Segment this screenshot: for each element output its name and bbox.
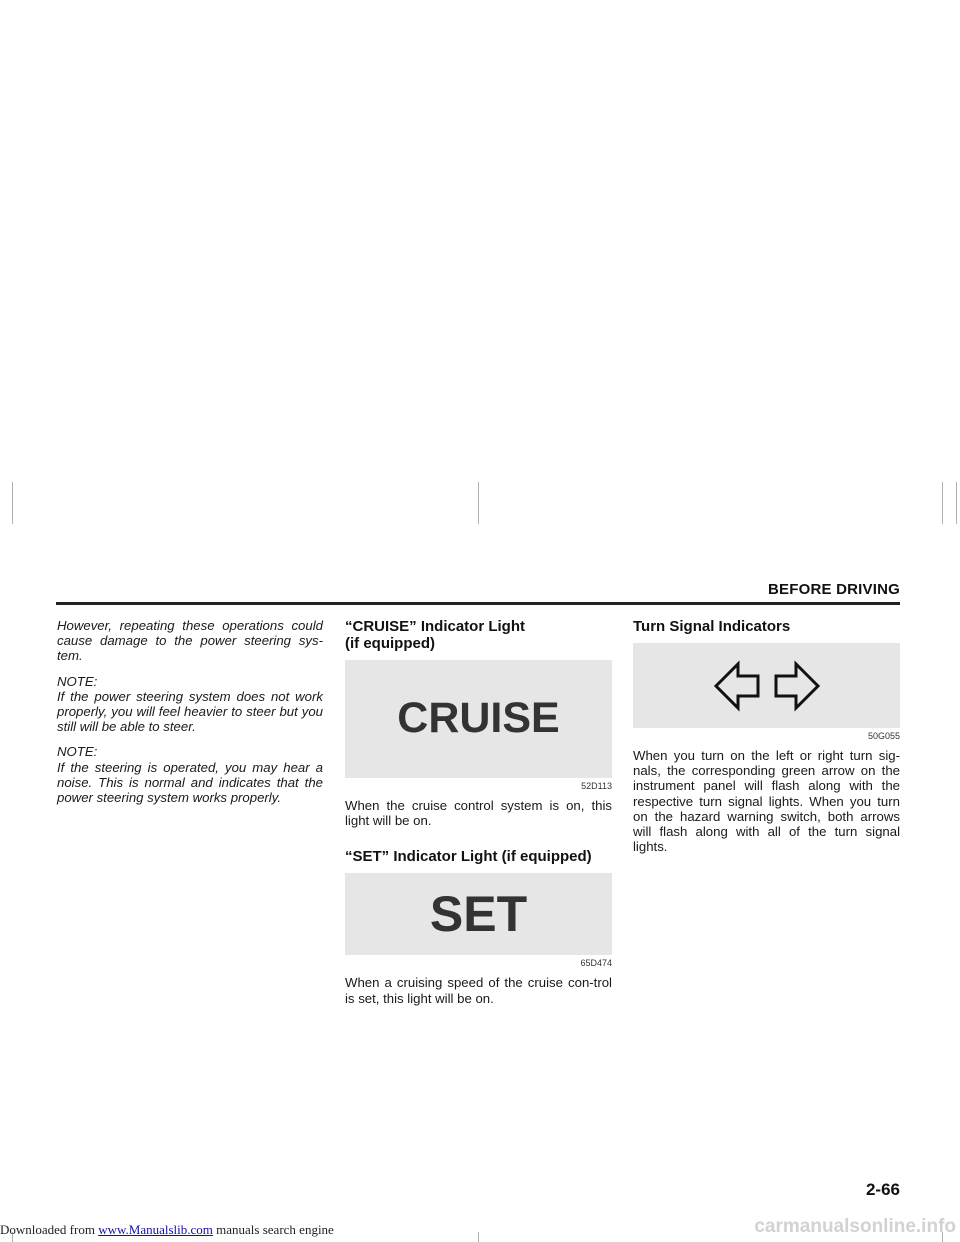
image-code: 52D113 (581, 781, 612, 791)
crop-mark (942, 482, 943, 524)
manualslib-link[interactable]: www.Manualslib.com (98, 1222, 213, 1237)
header-rule (56, 602, 900, 605)
column-right (633, 618, 900, 854)
footer-suffix: manuals search engine (212, 1222, 334, 1237)
heading-turn-signal-indicators: Turn Signal Indicators (633, 618, 791, 635)
heading-cruise-indicator (345, 618, 612, 652)
paragraph-power-steering-damage: However, repeating these operations could cause damage to the power steering sys-tem. (57, 618, 323, 664)
cruise-indicator-image (345, 660, 612, 778)
left-arrow-icon (716, 664, 758, 708)
crop-mark (478, 482, 479, 524)
note-text: If the steering is operated, you may hear a noise. This is normal and indicates that the power steering system works properly. (57, 759, 323, 806)
note-label: NOTE: (57, 673, 98, 689)
crop-mark (12, 482, 13, 524)
right-arrow-icon (776, 664, 818, 708)
image-code: 65D474 (580, 958, 612, 969)
note-steering-noise (57, 744, 323, 805)
paragraph-cruise: When the cruise control system is on, this light will be on. (345, 798, 612, 829)
note-power-steering-failure (57, 674, 323, 735)
column-left (57, 618, 323, 815)
turn-signal-image (633, 643, 900, 728)
heading-set-indicator: “SET” Indicator Light (if equipped) (345, 848, 592, 866)
set-indicator-label: SET (429, 885, 528, 942)
watermark: carmanualsonline.info (754, 1216, 956, 1237)
download-footer (0, 1222, 334, 1238)
turn-signal-arrows-icon (712, 659, 822, 713)
crop-mark (478, 1232, 479, 1242)
footer-prefix: Downloaded from (0, 1222, 99, 1237)
heading-cruise-line1: “CRUISE” Indicator Light (345, 618, 525, 635)
paragraph-set: When a cruising speed of the cruise con-trol is set, this light will be on. (345, 975, 612, 1006)
paragraph-turn-signal: When you turn on the left or right turn sig-nals, the corresponding green arrow on the instrument panel will flash along with the respective turn signal lights. When you turn on the hazard warning switch, both arrows will flash along with all of the turn signal lights. (633, 748, 900, 855)
set-indicator-image (345, 873, 612, 955)
note-text: If the power steering system does not work properly, you will feel heavier to steer but you still will be able to steer. (57, 688, 323, 735)
column-middle (345, 618, 612, 1006)
crop-mark (956, 482, 957, 524)
section-header-title: BEFORE DRIVING (768, 581, 900, 598)
note-label: NOTE: (57, 744, 98, 760)
image-code: 50G055 (867, 731, 900, 741)
heading-cruise-line2: (if equipped) (345, 635, 435, 652)
page-number: 2-66 (865, 1180, 900, 1199)
cruise-indicator-label: CRUISE (397, 694, 560, 743)
